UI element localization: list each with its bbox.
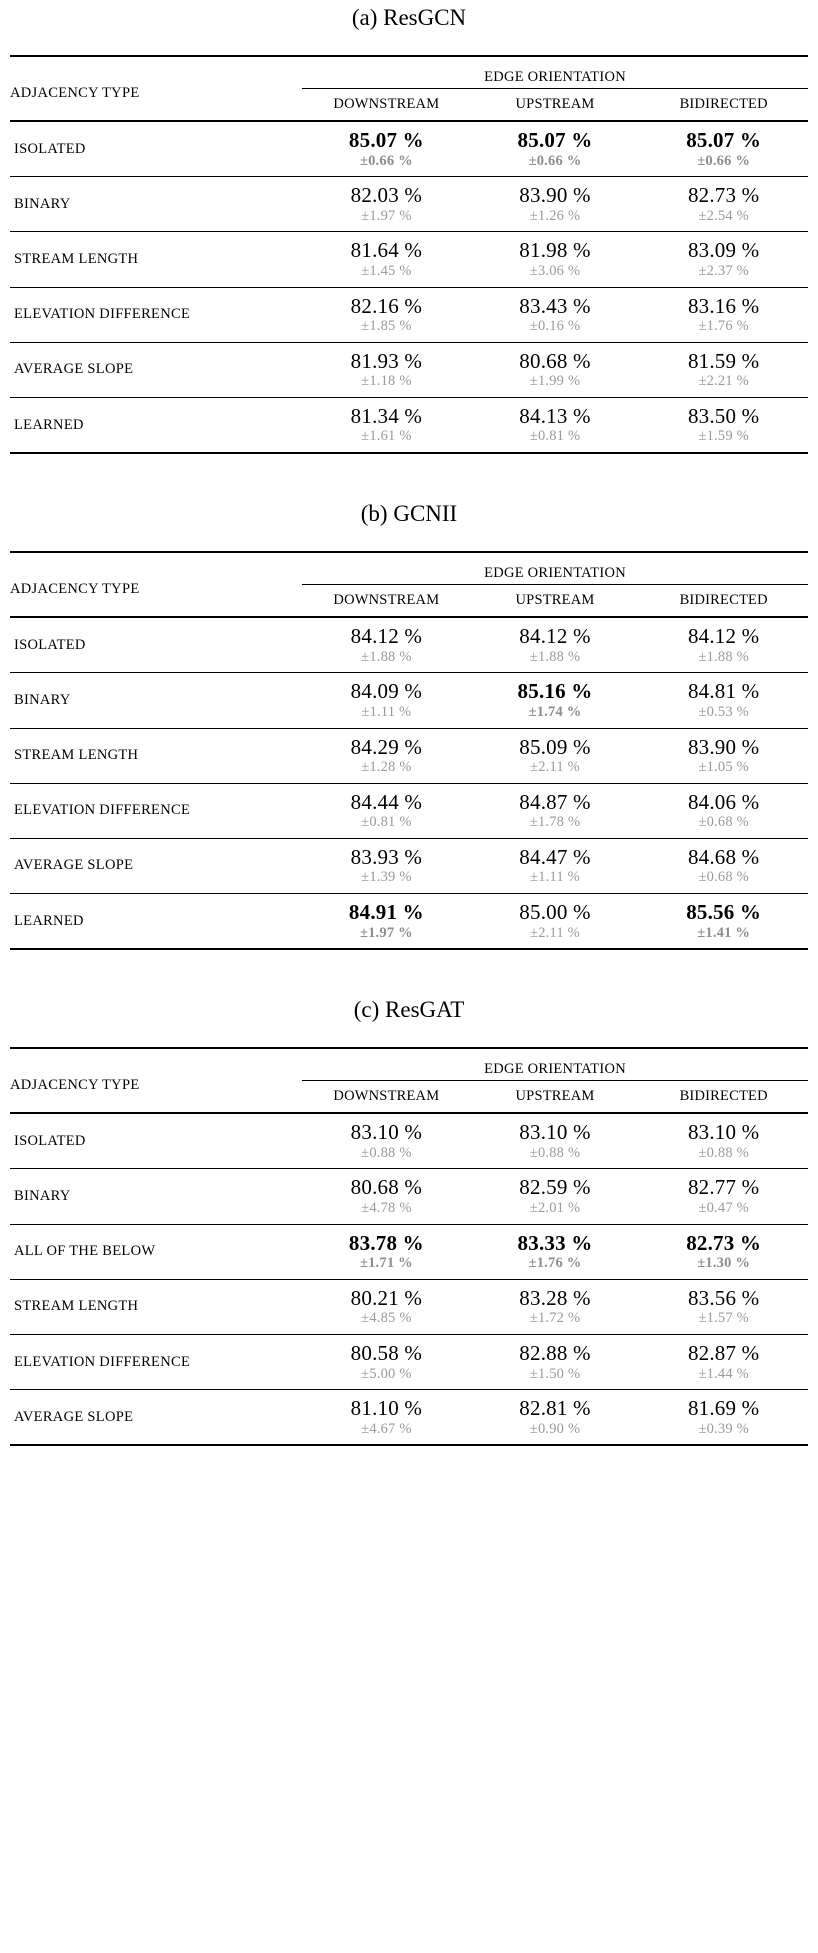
metric-error: ±1.59 % xyxy=(698,428,749,445)
table-row xyxy=(10,673,808,728)
metric-error: ±1.88 % xyxy=(529,648,581,665)
metric-error: ±1.05 % xyxy=(698,759,749,776)
metric-cell xyxy=(471,894,640,950)
subfigure xyxy=(0,496,818,950)
column-header-bidirected: BIDIRECTED xyxy=(679,592,768,609)
metric-error: ±1.11 % xyxy=(361,703,412,720)
metric-value: 83.90 % xyxy=(519,183,591,208)
metric-cell xyxy=(302,287,471,342)
metric-error: ±2.01 % xyxy=(529,1199,581,1216)
metric-error: ±1.57 % xyxy=(698,1310,749,1327)
metric-error: ±2.21 % xyxy=(698,373,749,390)
metric-cell xyxy=(471,121,640,177)
row-label: ALL OF THE BELOW xyxy=(10,1224,302,1279)
metric-error: ±0.16 % xyxy=(529,318,581,335)
metric-value: 84.44 % xyxy=(350,789,423,814)
table-row xyxy=(10,783,808,838)
row-label: AVERAGE SLOPE xyxy=(10,342,302,397)
row-label: ELEVATION DIFFERENCE xyxy=(10,783,302,838)
metric-value: 83.56 % xyxy=(687,1285,760,1310)
metric-value: 82.16 % xyxy=(350,293,423,318)
metric-value: 82.77 % xyxy=(687,1175,760,1200)
metric-error: ±4.85 % xyxy=(361,1310,412,1327)
column-header-bidirected: BIDIRECTED xyxy=(679,1088,768,1105)
metric-error: ±0.88 % xyxy=(361,1144,412,1161)
metric-value: 83.90 % xyxy=(687,734,760,759)
metric-value: 83.10 % xyxy=(687,1120,760,1145)
caption-spacer-bottom xyxy=(0,29,818,55)
metric-value: 84.87 % xyxy=(519,789,591,814)
metric-cell xyxy=(639,232,808,287)
metric-error: ±2.11 % xyxy=(530,924,580,941)
column-group-header: EDGE ORIENTATION xyxy=(302,552,808,585)
row-label: STREAM LENGTH xyxy=(10,1279,302,1334)
results-table xyxy=(10,551,808,950)
metric-cell xyxy=(639,121,808,177)
metric-cell xyxy=(471,783,640,838)
metric-cell xyxy=(639,1169,808,1224)
table-row xyxy=(10,1390,808,1446)
subfigure xyxy=(0,0,818,454)
metric-cell xyxy=(471,728,640,783)
metric-error: ±1.28 % xyxy=(361,759,412,776)
metric-error: ±5.00 % xyxy=(361,1365,412,1382)
metric-error: ±1.61 % xyxy=(361,428,412,445)
metric-value: 85.09 % xyxy=(519,734,591,759)
subfigure-separator xyxy=(0,950,818,992)
metric-error: ±1.88 % xyxy=(698,648,749,665)
metric-value: 85.07 % xyxy=(348,128,424,152)
metric-error: ±1.78 % xyxy=(529,814,581,831)
metric-cell xyxy=(302,1224,471,1279)
metric-error: ±1.50 % xyxy=(529,1365,581,1382)
metric-error: ±0.68 % xyxy=(698,869,749,886)
table-body xyxy=(10,617,808,949)
metric-value: 81.10 % xyxy=(350,1396,423,1421)
caption-spacer-bottom xyxy=(0,1021,818,1047)
table-row xyxy=(10,894,808,950)
metric-error: ±0.66 % xyxy=(697,152,751,169)
column-header-downstream: DOWNSTREAM xyxy=(333,592,440,609)
metric-cell xyxy=(302,1335,471,1390)
metric-error: ±1.85 % xyxy=(361,318,412,335)
metric-value: 81.98 % xyxy=(519,238,591,263)
metric-value: 81.93 % xyxy=(350,348,423,373)
column-header-upstream: UPSTREAM xyxy=(515,1088,595,1105)
header-row-group xyxy=(10,552,808,585)
metric-cell xyxy=(471,1335,640,1390)
metric-cell xyxy=(471,287,640,342)
metric-value: 85.07 % xyxy=(686,128,762,152)
row-header-label: ADJACENCY TYPE xyxy=(10,552,302,617)
metric-error: ±1.39 % xyxy=(361,869,412,886)
metric-error: ±1.45 % xyxy=(361,262,412,279)
metric-error: ±2.37 % xyxy=(698,262,749,279)
metric-value: 83.93 % xyxy=(350,844,423,869)
metric-cell xyxy=(302,1113,471,1169)
table-row xyxy=(10,1335,808,1390)
metric-cell xyxy=(639,1279,808,1334)
metric-value: 84.06 % xyxy=(687,789,760,814)
metric-error: ±0.47 % xyxy=(698,1199,749,1216)
row-label: ISOLATED xyxy=(10,1113,302,1169)
metric-error: ±0.81 % xyxy=(361,814,412,831)
table-row xyxy=(10,177,808,232)
metric-error: ±0.90 % xyxy=(529,1420,581,1437)
results-table xyxy=(10,1047,808,1446)
metric-error: ±0.66 % xyxy=(359,152,413,169)
metric-value: 83.50 % xyxy=(687,403,760,428)
table-row xyxy=(10,838,808,893)
metric-value: 81.34 % xyxy=(350,403,423,428)
metric-value: 81.64 % xyxy=(350,238,423,263)
metric-error: ±1.97 % xyxy=(361,207,412,224)
table-header xyxy=(10,56,808,121)
metric-error: ±0.66 % xyxy=(528,152,582,169)
row-label: BINARY xyxy=(10,1169,302,1224)
metric-value: 80.68 % xyxy=(519,348,591,373)
metric-error: ±1.30 % xyxy=(697,1255,751,1272)
metric-value: 84.91 % xyxy=(348,900,424,925)
metric-value: 83.10 % xyxy=(519,1120,591,1145)
metric-error: ±1.26 % xyxy=(529,207,581,224)
header-row-group xyxy=(10,1048,808,1081)
subfigure-caption: (c) ResGAT xyxy=(353,997,465,1023)
metric-value: 83.78 % xyxy=(348,1230,424,1255)
metric-value: 82.73 % xyxy=(686,1230,762,1255)
row-label: ELEVATION DIFFERENCE xyxy=(10,287,302,342)
metric-value: 80.68 % xyxy=(350,1175,423,1200)
row-label: BINARY xyxy=(10,177,302,232)
metric-error: ±3.06 % xyxy=(529,262,581,279)
metric-value: 81.69 % xyxy=(687,1396,760,1421)
column-header-bidirected: BIDIRECTED xyxy=(679,96,768,112)
metric-error: ±1.71 % xyxy=(359,1255,413,1272)
metric-value: 84.29 % xyxy=(350,734,423,759)
metric-error: ±1.74 % xyxy=(528,703,582,720)
subfigure-caption: (b) GCNII xyxy=(360,501,458,527)
metric-cell xyxy=(302,617,471,673)
metric-cell xyxy=(471,1279,640,1334)
table-row xyxy=(10,121,808,177)
metric-cell xyxy=(302,838,471,893)
metric-value: 83.28 % xyxy=(519,1285,591,1310)
table-row xyxy=(10,342,808,397)
metric-cell xyxy=(639,783,808,838)
metric-cell xyxy=(302,728,471,783)
metric-error: ±2.54 % xyxy=(698,207,749,224)
metric-value: 85.00 % xyxy=(519,900,591,925)
metric-value: 84.81 % xyxy=(687,679,760,704)
row-label: AVERAGE SLOPE xyxy=(10,838,302,893)
row-label: ISOLATED xyxy=(10,617,302,673)
column-header-downstream: DOWNSTREAM xyxy=(333,96,440,112)
metric-cell xyxy=(471,1390,640,1446)
metric-value: 82.88 % xyxy=(519,1341,591,1365)
table-row xyxy=(10,1279,808,1334)
row-label: BINARY xyxy=(10,673,302,728)
metric-error: ±0.68 % xyxy=(698,814,749,831)
metric-error: ±4.78 % xyxy=(361,1199,412,1216)
metric-cell xyxy=(471,1224,640,1279)
column-group-header: EDGE ORIENTATION xyxy=(302,1048,808,1081)
metric-cell xyxy=(639,287,808,342)
metric-cell xyxy=(302,1390,471,1446)
table-body xyxy=(10,121,808,453)
metric-error: ±4.67 % xyxy=(361,1420,412,1437)
caption-spacer-bottom xyxy=(0,525,818,551)
table-row xyxy=(10,728,808,783)
table-row xyxy=(10,617,808,673)
metric-value: 84.13 % xyxy=(519,403,591,428)
metric-value: 84.12 % xyxy=(687,624,760,649)
metric-error: ±2.11 % xyxy=(530,759,580,776)
column-header-upstream: UPSTREAM xyxy=(515,592,595,609)
table-body xyxy=(10,1113,808,1445)
metric-cell xyxy=(471,1113,640,1169)
metric-value: 80.21 % xyxy=(350,1285,423,1310)
metric-error: ±1.99 % xyxy=(529,373,581,390)
column-header-upstream: UPSTREAM xyxy=(515,96,595,112)
column-group-header: EDGE ORIENTATION xyxy=(302,56,808,89)
metric-error: ±0.88 % xyxy=(529,1144,581,1161)
metric-value: 85.16 % xyxy=(517,679,593,704)
metric-cell xyxy=(471,838,640,893)
metric-cell xyxy=(302,342,471,397)
subfigure-separator xyxy=(0,454,818,496)
metric-cell xyxy=(302,177,471,232)
table-row xyxy=(10,1224,808,1279)
metric-cell xyxy=(639,397,808,453)
metric-value: 82.03 % xyxy=(350,183,423,208)
metric-value: 84.12 % xyxy=(519,624,591,649)
row-label: LEARNED xyxy=(10,397,302,453)
metric-value: 82.87 % xyxy=(687,1341,760,1365)
table-header xyxy=(10,552,808,617)
metric-cell xyxy=(471,397,640,453)
metric-error: ±1.97 % xyxy=(359,924,413,941)
metric-error: ±1.41 % xyxy=(697,924,751,941)
metric-value: 81.59 % xyxy=(687,348,760,373)
row-label: ELEVATION DIFFERENCE xyxy=(10,1335,302,1390)
row-label: ISOLATED xyxy=(10,121,302,177)
subfigure-caption: (a) ResGCN xyxy=(351,5,467,30)
metric-cell xyxy=(471,342,640,397)
metric-value: 82.81 % xyxy=(519,1396,591,1421)
header-row-group xyxy=(10,56,808,89)
metric-value: 85.07 % xyxy=(517,128,593,152)
metric-error: ±1.76 % xyxy=(528,1255,582,1272)
metric-cell xyxy=(639,1224,808,1279)
metric-cell xyxy=(471,617,640,673)
metric-cell xyxy=(302,232,471,287)
metric-error: ±1.44 % xyxy=(698,1365,749,1382)
row-header-label: ADJACENCY TYPE xyxy=(10,56,302,121)
metric-cell xyxy=(302,121,471,177)
metric-error: ±1.11 % xyxy=(530,869,580,886)
metric-value: 84.68 % xyxy=(687,844,760,869)
row-label: STREAM LENGTH xyxy=(10,232,302,287)
metric-cell xyxy=(471,673,640,728)
row-header-label: ADJACENCY TYPE xyxy=(10,1048,302,1113)
metric-cell xyxy=(471,177,640,232)
row-label: STREAM LENGTH xyxy=(10,728,302,783)
table-row xyxy=(10,397,808,453)
metric-cell xyxy=(302,673,471,728)
metric-value: 80.58 % xyxy=(350,1341,423,1365)
row-label: AVERAGE SLOPE xyxy=(10,1390,302,1446)
table-row xyxy=(10,1113,808,1169)
metric-value: 83.33 % xyxy=(517,1230,593,1255)
metric-value: 83.10 % xyxy=(350,1120,423,1145)
metric-value: 84.12 % xyxy=(350,624,423,649)
metric-cell xyxy=(639,894,808,950)
metric-cell xyxy=(302,1279,471,1334)
row-label: LEARNED xyxy=(10,894,302,950)
metric-error: ±1.18 % xyxy=(361,373,412,390)
metric-cell xyxy=(639,1113,808,1169)
metric-cell xyxy=(639,1390,808,1446)
table-row xyxy=(10,232,808,287)
metric-value: 84.47 % xyxy=(519,844,591,869)
metric-error: ±0.81 % xyxy=(529,428,581,445)
metric-cell xyxy=(639,673,808,728)
metric-cell xyxy=(639,728,808,783)
metric-cell xyxy=(639,617,808,673)
table-header xyxy=(10,1048,808,1113)
metric-error: ±0.39 % xyxy=(698,1420,749,1437)
metric-error: ±0.88 % xyxy=(698,1144,749,1161)
metric-cell xyxy=(471,232,640,287)
metric-value: 85.56 % xyxy=(686,900,762,925)
metric-cell xyxy=(639,342,808,397)
metric-value: 83.43 % xyxy=(519,293,591,318)
metric-cell xyxy=(302,783,471,838)
metric-cell xyxy=(639,1335,808,1390)
metric-cell xyxy=(639,177,808,232)
subfigure xyxy=(0,992,818,1446)
table-row xyxy=(10,1169,808,1224)
metric-error: ±1.76 % xyxy=(698,318,749,335)
table-row xyxy=(10,287,808,342)
metric-value: 83.16 % xyxy=(687,293,760,318)
metric-value: 84.09 % xyxy=(350,679,423,704)
metric-error: ±0.53 % xyxy=(698,703,749,720)
results-table xyxy=(10,55,808,454)
column-header-downstream: DOWNSTREAM xyxy=(333,1088,440,1105)
metric-cell xyxy=(302,1169,471,1224)
metric-cell xyxy=(302,894,471,950)
metric-cell xyxy=(471,1169,640,1224)
metric-error: ±1.88 % xyxy=(361,648,412,665)
metric-value: 83.09 % xyxy=(687,238,760,263)
metric-cell xyxy=(639,838,808,893)
metric-value: 82.59 % xyxy=(519,1175,591,1200)
metric-cell xyxy=(302,397,471,453)
metric-value: 82.73 % xyxy=(687,183,760,208)
metric-error: ±1.72 % xyxy=(529,1310,581,1327)
